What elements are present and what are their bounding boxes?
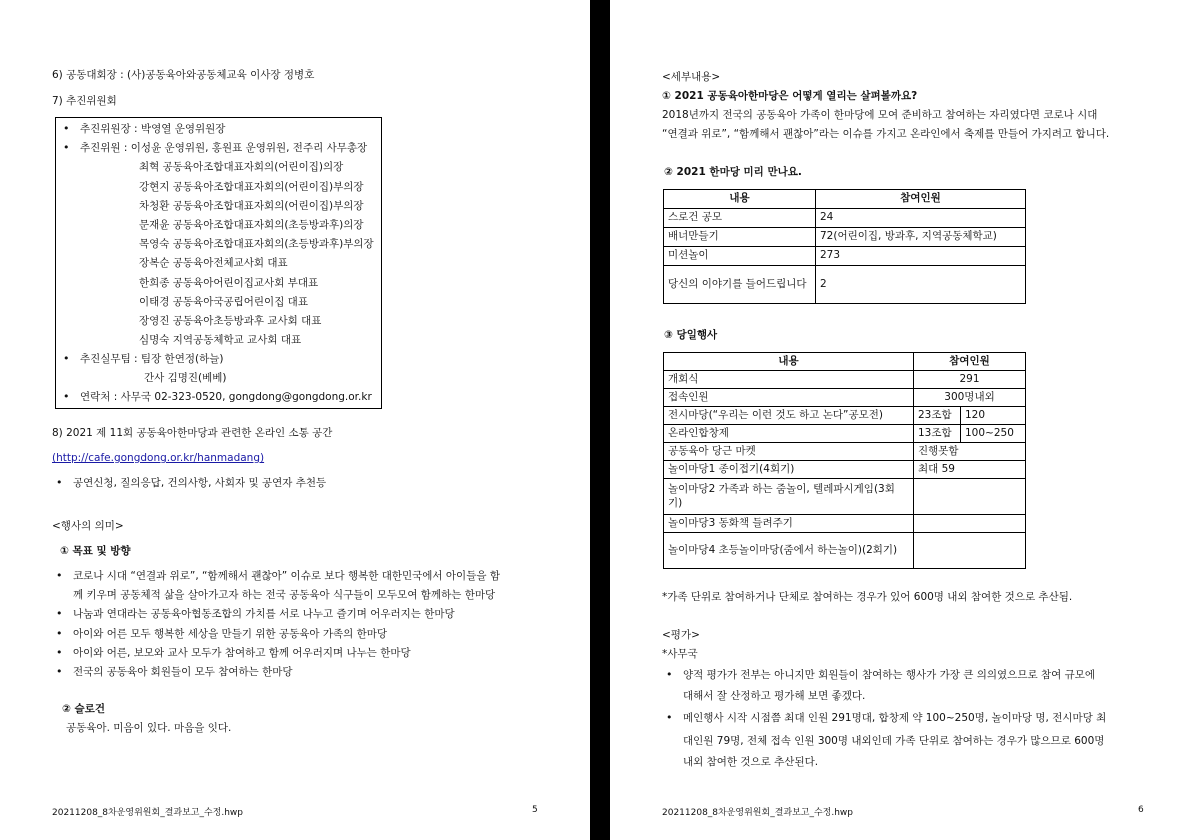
bullet-icon: • [63,390,70,403]
q1-heading: ① 2021 공동육아한마당은 어떻게 열리는 살펴볼까요? [662,90,918,102]
table-row [664,247,1026,266]
committee-member: 차청환 공동육아조합대표자회의(어린이집)부의장 [139,200,364,212]
table-cell: 스로건 공모 [664,209,816,228]
table-row [664,371,1026,389]
table-cell [914,515,1026,533]
table-row [664,443,1026,461]
table-cell: 120 [961,407,1026,425]
table-cell: 공동육아 당근 마켓 [664,443,914,461]
hanmadang-link[interactable]: (http://cafe.gongdong.or.kr/hanmadang) [52,452,265,464]
table-row [664,533,1026,569]
table-row [664,461,1026,479]
eval-line: 대해서 잘 산정하고 평가해 보면 좋겠다. [683,690,866,702]
q2-heading: ② 2021 한마당 미리 만나요. [664,166,802,178]
eval-heading: <평가> [662,629,700,641]
bullet-icon: • [56,627,63,640]
table-cell: 300명내외 [914,389,1026,407]
eval-line: 대인원 79명, 전체 접속 인원 300명 내외인데 가족 단위로 참여하는 경우가 많으므로 600명 [683,735,1105,747]
left-page [0,0,590,840]
table-cell: 291 [914,371,1026,389]
bullet-icon: • [56,607,63,620]
table-cell [914,479,1026,515]
table-cell: 미션놀이 [664,247,816,266]
q1-text: “연결과 위로”, “함께해서 괜찮아”라는 이슈를 가지고 온라인에서 축제를 만들어 가지려고 합니다. [662,128,1110,140]
detail-heading: <세부내용> [662,71,721,83]
table-row [664,479,1026,515]
meaning-heading: <행사의 의미> [52,520,124,532]
footer-filename: 20211208_8차운영위원회_결과보고_수정.hwp [52,808,244,818]
committee-practical-2: 간사 김명진(베베) [144,372,227,384]
bullet-icon: • [56,665,63,678]
q1-text: 2018년까지 전국의 공동육아 가족이 한마당에 모여 준비하고 참여하는 자리였다면 코로나 시대 [662,109,1098,121]
bullet-icon: • [63,122,70,135]
eval-sub: *사무국 [662,648,698,660]
table-row [664,407,1026,425]
committee-member: 목영숙 공동육아조합대표자회의(초등방과후)부의장 [139,238,374,250]
item-6: 6) 공동대회장 : (사)공동육아와공동체교육 이사장 정병호 [52,69,315,81]
table-cell: 접속인원 [664,389,914,407]
table-row [664,389,1026,407]
table-row [664,266,1026,304]
goal-line: 나눔과 연대라는 공동육아협동조합의 가치를 서로 나누고 즐기며 어우러지는 한마당 [73,608,455,620]
page-number: 6 [1138,805,1144,815]
footer-filename: 20211208_8차운영위원회_결과보고_수정.hwp [662,808,854,818]
estimate-note: *가족 단위로 참여하거나 단체로 참여하는 경우가 있어 600명 내외 참여한 것으로 추산됨. [662,591,1073,603]
committee-member: 장영진 공동육아초등방과후 교사회 대표 [139,315,322,327]
committee-contact: 연락처 : 사무국 02-323-0520, gongdong@gongdong.or.kr [80,391,372,403]
goal-line: 아이와 어른 모두 행복한 세상을 만들기 위한 공동육아 가족의 한마당 [73,628,388,640]
bullet-icon: • [63,352,70,365]
table-header-row [664,190,1026,209]
table-cell: 놀이마당4 초등놀이마당(줌에서 하는놀이)(2회기) [664,533,914,569]
slogan-text: 공동육아. 미음이 있다. 마음을 잇다. [66,722,232,734]
table-header-row [664,353,1026,371]
table-row [664,425,1026,443]
table-row [664,209,1026,228]
table-cell: 전시마당(“우리는 이런 것도 하고 논다”공모전) [664,407,914,425]
item-7: 7) 추진위원회 [52,95,117,107]
eval-line: 양적 평가가 전부는 아니지만 회원들이 참여하는 행사가 가장 큰 의의였으므로 참여 규모에 [683,669,1096,681]
table-header: 참여인원 [914,353,1026,371]
event-table [663,352,1026,569]
table-cell: 놀이마당2 가족과 하는 줌놀이, 텔레파시게임(3회기) [664,479,914,515]
item-8-bullet: 공연신청, 질의응답, 건의사항, 사회자 및 공연자 추천등 [73,477,327,489]
committee-member: 강현지 공동육아조합대표자회의(어린이집)부의장 [139,181,364,193]
table-cell: 24 [816,209,1026,228]
table-cell: 2 [816,266,1026,304]
committee-members: 추진위원 : 이성윤 운영위원, 홍원표 운영위원, 전주리 사무총장 [80,142,368,154]
table-cell: 100~250 [961,425,1026,443]
committee-member: 한희종 공동육아어린이집교사회 부대표 [139,277,319,289]
bullet-icon: • [56,646,63,659]
table-cell: 진행못함 [914,443,1026,461]
table-cell: 배너만들기 [664,228,816,247]
committee-member: 심명숙 지역공동체학교 교사회 대표 [139,334,302,346]
q3-heading: ③ 당일행사 [664,329,718,341]
eval-line: 내외 참여한 것으로 추산된다. [683,756,819,768]
table-cell: 72(어린이집, 방과후, 지역공동체학교) [816,228,1026,247]
committee-member: 이태경 공동육아국공립어린이집 대표 [139,296,308,308]
table-header: 참여인원 [816,190,1026,209]
table-cell: 개회식 [664,371,914,389]
goal-line: 코로나 시대 “연결과 위로”, “함께해서 괜찮아” 이슈로 보다 행복한 대한민국에서 아이들을 함 [73,570,500,582]
item-8: 8) 2021 제 11회 공동육아한마당과 관련한 온라인 소통 공간 [52,427,333,439]
table-header: 내용 [664,190,816,209]
goal-line: 께 키우며 공동체적 삶을 살아가고자 하는 전국 공동육아 식구들이 모두모여 함께하는 한마당 [73,589,496,601]
table-cell: 273 [816,247,1026,266]
table-cell: 놀이마당3 동화책 들려주기 [664,515,914,533]
goal-line: 전국의 공동육아 회원들이 모두 참여하는 한마당 [73,666,293,678]
table-row [664,515,1026,533]
page-number: 5 [532,805,538,815]
goal-heading: ① 목표 및 방향 [60,545,131,557]
table-cell [914,533,1026,569]
table-cell: 당신의 이야기를 들어드립니다 [664,266,816,304]
committee-member: 장복순 공동육아전체교사회 대표 [139,257,288,269]
table-cell: 최대 59 [914,461,1026,479]
table-cell: 온라인합창제 [664,425,914,443]
bullet-icon: • [666,711,673,724]
committee-chair: 추진위원장 : 박영열 운영위원장 [80,123,226,135]
bullet-icon: • [63,141,70,154]
committee-member: 최혁 공동육아조합대표자회의(어린이집)의장 [139,161,344,173]
preview-table [663,189,1026,304]
right-page [610,0,1200,840]
table-cell: 13조합 [914,425,961,443]
bullet-icon: • [666,668,673,681]
committee-member: 문재윤 공동육아조합대표자회의(초등방과후)의장 [139,219,364,231]
eval-line: 메인행사 시작 시점쯤 최대 인원 291명대, 합창제 약 100~250명, 놀이마당 명, 전시마당 최 [683,712,1107,724]
bullet-icon: • [56,476,63,489]
table-cell: 놀이마당1 종이접기(4회기) [664,461,914,479]
bullet-icon: • [56,569,63,582]
table-cell: 23조합 [914,407,961,425]
committee-practical: 추진실무팀 : 팀장 한연정(하늘) [80,353,224,365]
goal-line: 아이와 어른, 보모와 교사 모두가 참여하고 함께 어우러지며 나누는 한마당 [73,647,411,659]
table-row [664,228,1026,247]
slogan-heading: ② 슬로건 [62,703,105,715]
table-header: 내용 [664,353,914,371]
